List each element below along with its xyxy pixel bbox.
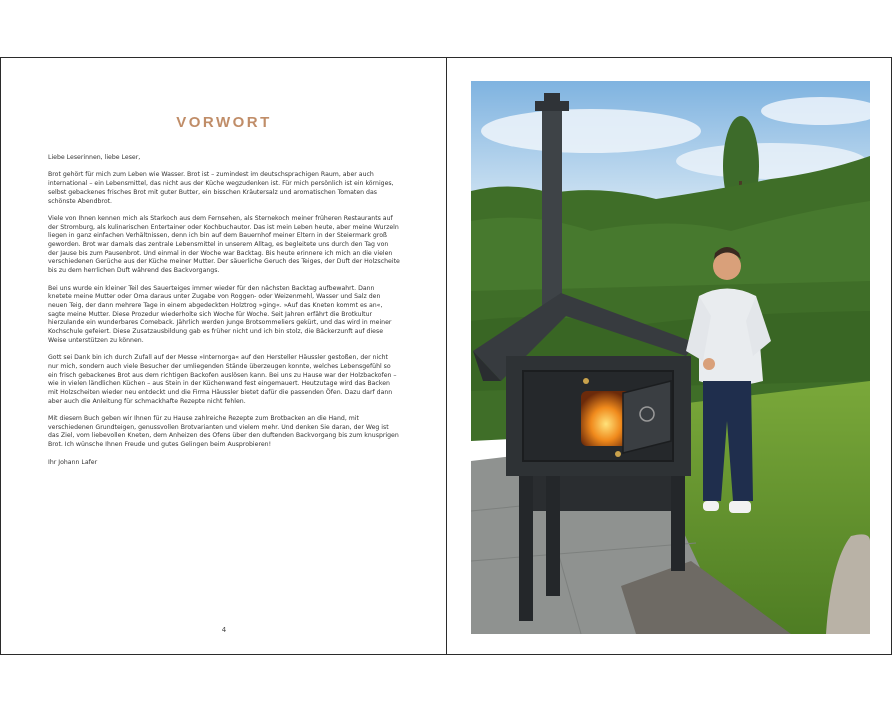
oven-leg [519,476,533,621]
oven-knob [615,451,621,457]
paragraph-4: Gott sei Dank bin ich durch Zufall auf der Messe »Internorga« auf den Hersteller Häussler gestoßen, der nicht nur mich, sondern auch viele Besucher der umliegenden Stände überzeugen konnte, welches Lebensgefühl so ein frisch gebackenes Brot aus dem richtigen Backofen auslösen kann. Bei uns zu Hause war der Holzbackofen – wie in vielen ländlichen Küchen – aus Stein in der Küchenwand fest eingemauert. Heutzutage wird das Backen mit Holzscheiten wieder neu entdeckt und die Firma Häussler bietet dafür die passenden Öfen. Dazu darf dann aber auch die Anleitung für schmackhafte Rezepte nicht fehlen. [48,354,397,405]
salutation: Liebe Leserinnen, liebe Leser, [48,154,141,161]
oven-photo [471,81,870,634]
cloud [481,109,701,153]
paragraph-2: Viele von Ihnen kennen mich als Starkoch aus dem Fernsehen, als Sternekoch meiner früheren Restaurants auf der Stromburg, als kulinarischen Entertainer oder Kochbuchautor. Das ist mein Leben heute, aber meine Wurzeln liegen in ganz einfachen Verhältnissen, denn ich bin auf dem Bauernhof meiner Eltern in der Steiermark groß geworden. Brot war damals das zentrale Lebensmittel in unserem Alltag, es begleitete uns durch den Tag von der Jause bis zum Pausenbrot. Und einmal in der Woche war Backtag. Bis heute erinnere ich mich an die vielen verschiedenen Gerüche aus der Küche meiner Mutter. Der säuerliche Geruch des Teiges, der Duft der Holzscheite bis zu dem herrlichen Duft während des Backvorgangs. [48,214,400,275]
paragraph-3: Bei uns wurde ein kleiner Teil des Sauerteiges immer wieder für den nächsten Backtag aufbewahrt. Dann knetete meine Mutter oder Oma daraus unter Zugabe von Roggen- oder Weizenmehl, Wasser und Salz den neuen Teig, der dann mehrere Tage in einem abgedeckten Holztrog »ging«. »Auf das Kneten kommt es an«, sagte meine Mutter. Diese Prozedur wiederholte sich Woche für Woche. Seit Jahren erfährt die Brotkultur hierzulande ein wunderbares Comeback. Jährlich werden junge Brotsommeliers gekürt, und das wird in meiner Kochschule gefeiert. Diese Zusatzausbildung gab es früher nicht und ich bin stolz, die Bäckerzunft auf diese Weise unterstützen zu können. [48,284,392,344]
oven-base [521,476,671,511]
foreword-text [48,154,400,476]
oven-leg [671,476,685,571]
page-heading: VORWORT [176,114,272,131]
right-page [447,58,891,654]
oven-knob [583,378,589,384]
oven-leg [546,476,560,596]
paragraph-1: Brot gehört für mich zum Leben wie Wasser. Brot ist – zumindest im deutschsprachigen Raum, aber auch international – ein Lebensmittel, das nicht aus der Küche wegzudenken ist. Für mich persönlich ist ein körniges, selbst gebackenes frisches Brot mit guter Butter, ein bisschen Kräutersalz und aromatischen Tomaten das schönste Abendbrot. [48,171,394,205]
chimney [542,111,562,311]
left-page [1,58,447,654]
signature: Ihr Johann Lafer [48,458,98,466]
oven-door [623,381,671,453]
paragraph-5: Mit diesem Buch geben wir Ihnen für zu Hause zahlreiche Rezepte zum Brotbacken an die Hand, mit verschiedenen Grundteigen, genussvollen Brotvarianten und vielem mehr. Und denken Sie daran, der Weg ist das Ziel, vom liebevollen Kneten, dem Anheizen des Ofens über den duftenden Backvorgang bis zum knusprigen Brot. Ich wünsche Ihnen Freude und gutes Gelingen beim Ausprobieren! [48,415,399,449]
book-spread [0,57,892,655]
page-number: 4 [221,626,227,634]
